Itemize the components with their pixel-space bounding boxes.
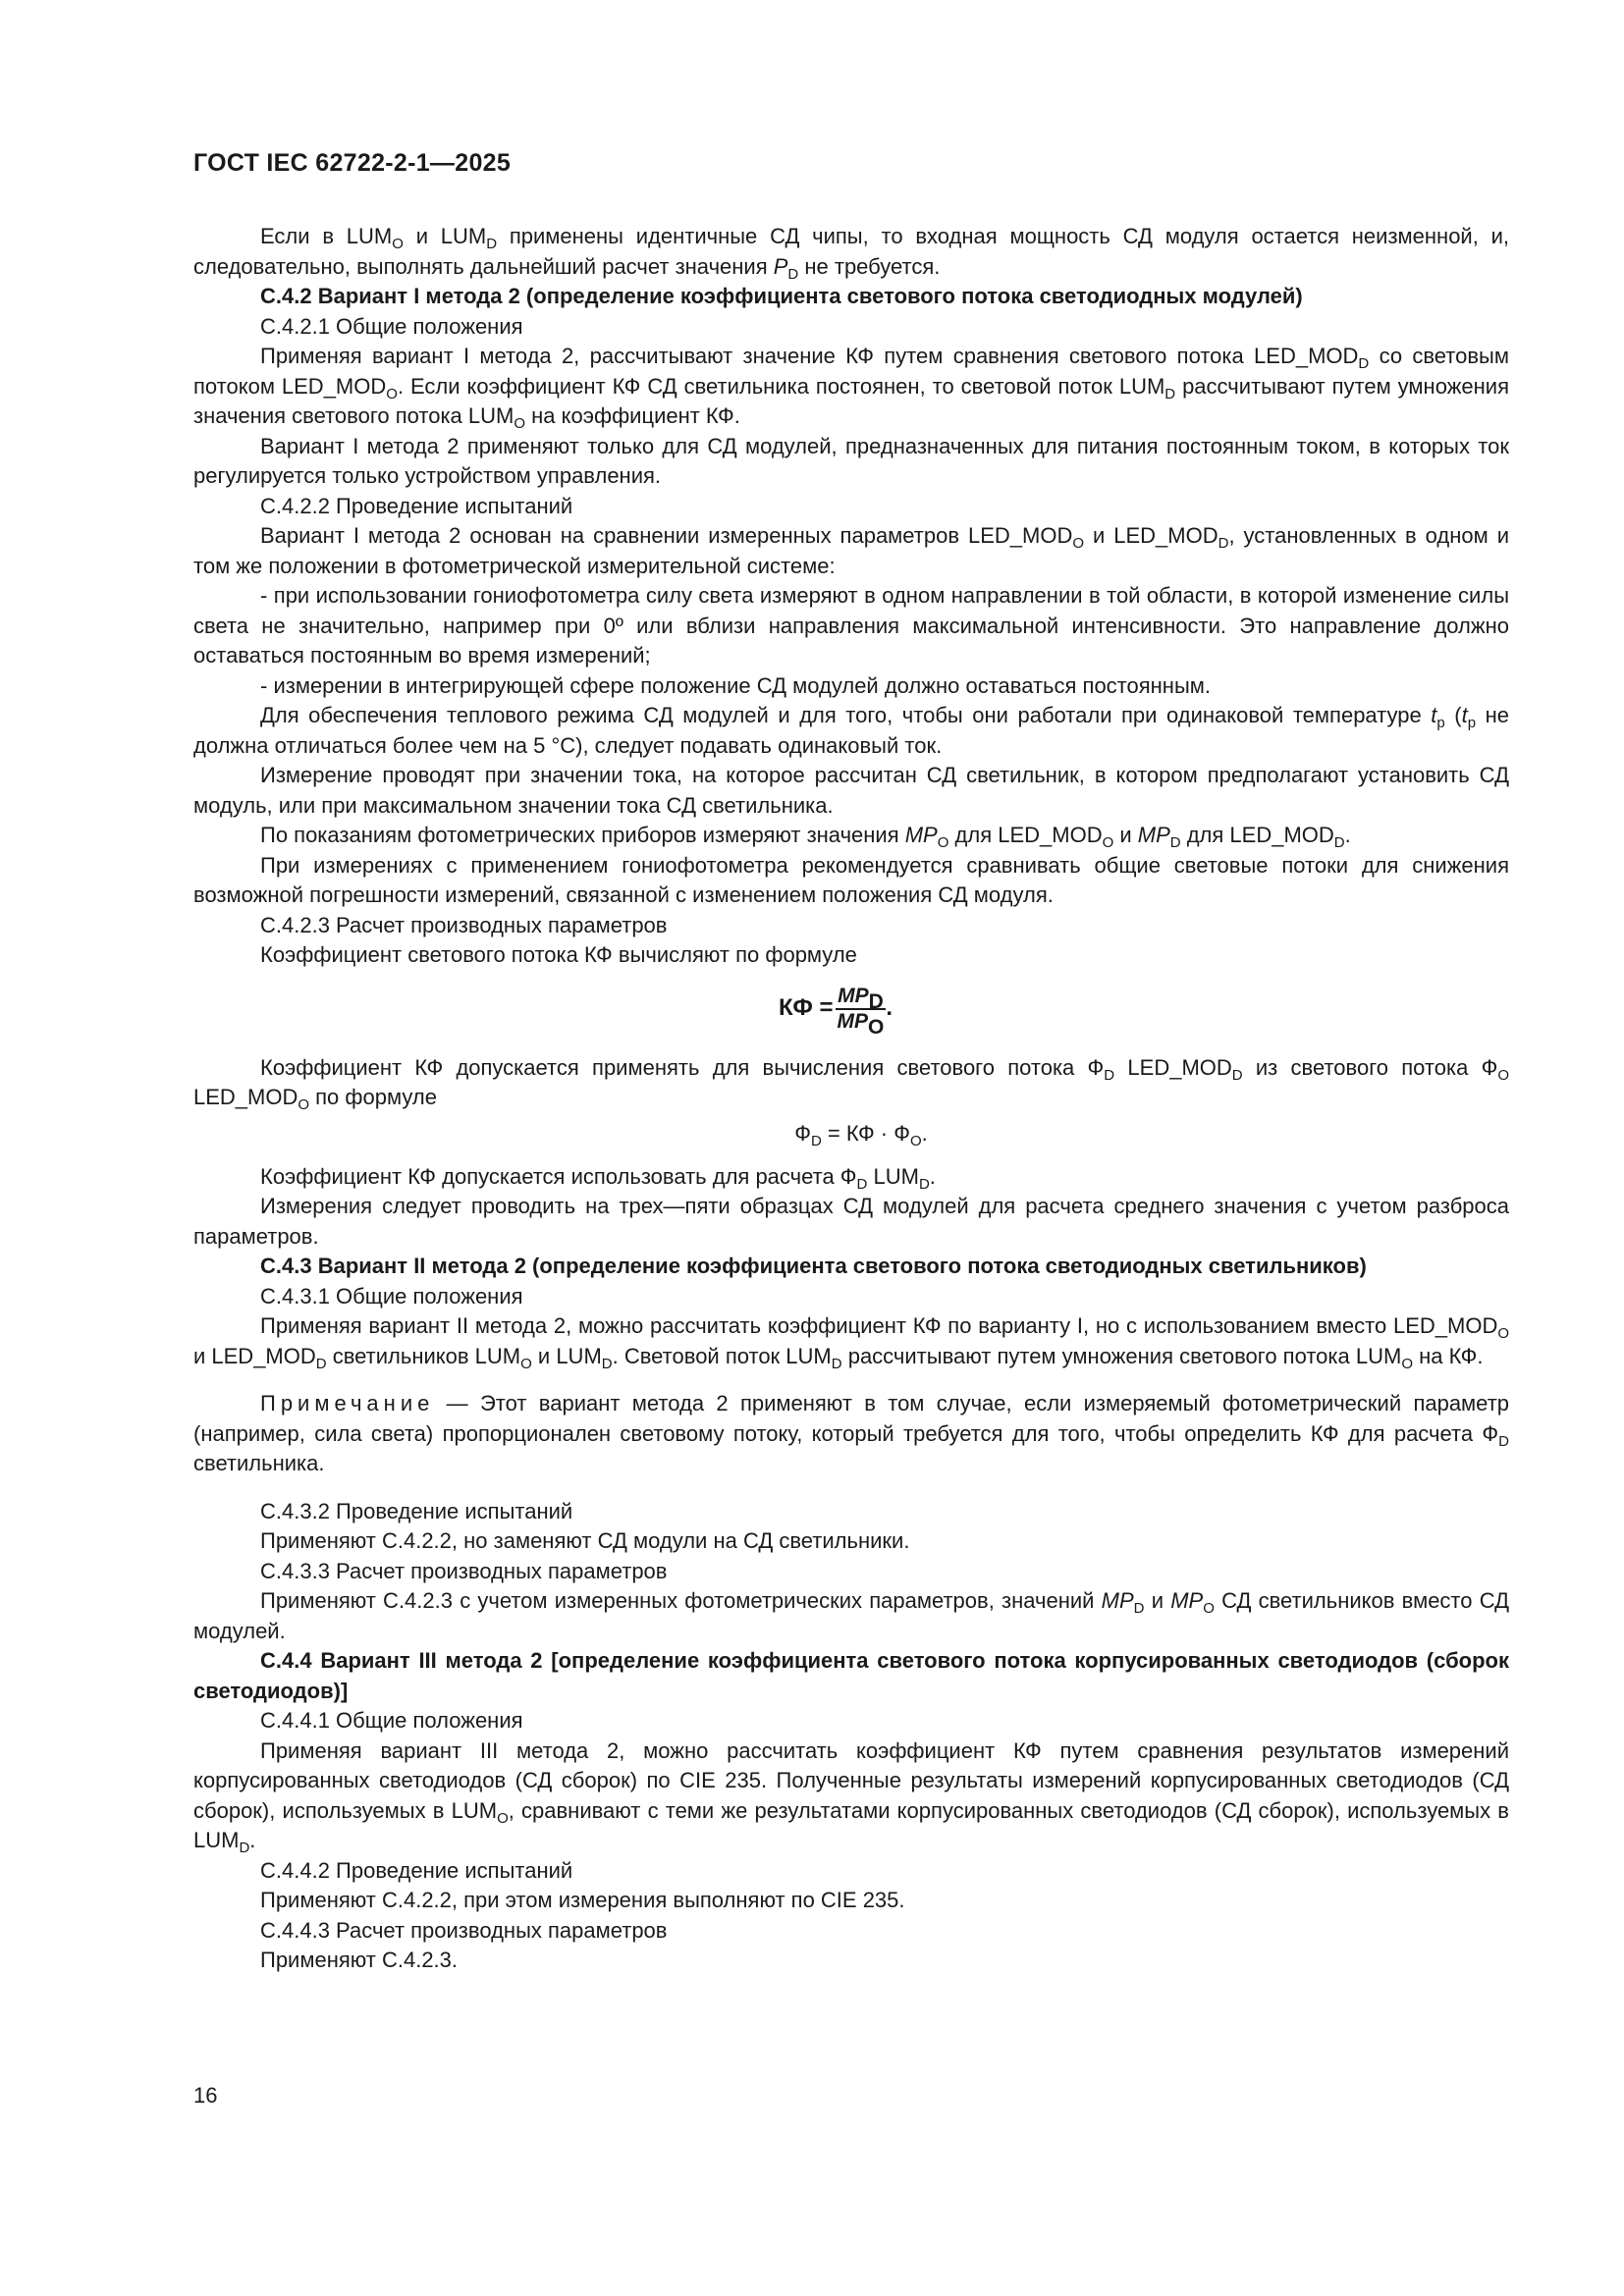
paragraph-current-value: Измерение проводят при значении тока, на которое рассчитан СД светильник, в котором предполагают установить СД модуль, или при максимальном значении тока СД светильника. xyxy=(193,763,1509,818)
paragraph-c432: Применяют С.4.2.2, но заменяют СД модули на СД светильники. xyxy=(260,1528,910,1553)
formula-phi: $Ф_D$ = КФ · $Ф_O$. xyxy=(794,1120,928,1149)
paragraph-c443: Применяют С.4.2.3. xyxy=(260,1948,459,1972)
paragraph-kf-formula-intro: Коэффициент светового потока КФ вычисляют по формуле xyxy=(260,942,857,967)
paragraph-c442: Применяют С.4.2.2, при этом измерения выполняют по CIE 235. xyxy=(260,1888,905,1912)
paragraph-comparison-basis: Вариант I метода 2 основан на сравнении измеренных параметров $LED\_MOD_O$ и $LED\_MOD_D$, установленных в одном и том же положении в фотометрической измерительной системе: xyxy=(193,523,1510,578)
formula-kf-end: . xyxy=(886,994,893,1022)
document-header: ГОСТ IEC 62722-2-1—2025 xyxy=(193,149,512,177)
heading-c423: С.4.2.3 Расчет производных параметров xyxy=(260,912,668,937)
paragraph-measure-values: По показаниям фотометрических приборов измеряют значения $MP_O$ для $LED\_MOD_O$ и $MP_D$ для $LED\_MOD_D$. xyxy=(260,823,1351,851)
paragraph-sample-count: Измерения следует проводить на трех—пяти образцах СД модулей для расчета среднего значения с учетом разброса параметров. xyxy=(193,1194,1509,1249)
heading-c443: С.4.4.3 Расчет производных параметров xyxy=(260,1917,668,1943)
paragraph-variant3-description: Применяя вариант III метода 2, можно рассчитать коэффициент КФ путем сравнения результатов измерений корпусированных светодиодов (СД сборок) по CIE 235. Полученные результаты измерений корпусированных светодиодов (СД сборок), используемых в $LUM_O$, сравнивают с теми же результатами корпусированных светодиодов (СД сборок), используемых в $LUM_D$. xyxy=(193,1737,1509,1856)
note-variant2: Примечание — Этот вариант метода 2 применяют в том случае, если измеряемый фотометрический параметр (например, сила света) пропорционален световому потоку, который требуется для того, чтобы определить КФ для расчета $Ф_D$ светильника. xyxy=(193,1391,1509,1475)
page-number: 16 xyxy=(193,2083,218,2108)
heading-c44: С.4.4 Вариант III метода 2 [определение коэффициента светового потока корпусированных светодиодов (сборок светодиодов)] xyxy=(193,1648,1509,1703)
paragraph-variant2-description: Применяя вариант II метода 2, можно рассчитать коэффициент КФ по варианту I, но с использованием вместо $LED\_MOD_O$ и $LED\_MOD_D$ светильников $LUM_O$ и $LUM_D$. Световой поток $LUM_D$ рассчитывают путем умножения светового потока $LUM_O$ на КФ. xyxy=(193,1313,1509,1372)
paragraph-goniophotometer-recommendation: При измерениях с применением гониофотометра рекомендуется сравнивать общие световые потоки для снижения возможной погрешности измерений, связанной с изменением положения СД модуля. xyxy=(193,852,1509,907)
heading-c433: С.4.3.3 Расчет производных параметров xyxy=(260,1558,668,1583)
heading-c431: С.4.3.1 Общие положения xyxy=(260,1283,523,1308)
paragraph-kf-lum: Коэффициент КФ допускается использовать для расчета $Ф_D$ $LUM_D$. xyxy=(260,1163,936,1193)
heading-c441: С.4.4.1 Общие положения xyxy=(260,1708,523,1733)
heading-c442: С.4.4.2 Проведение испытаний xyxy=(260,1857,573,1883)
list-item-goniophotometer: - при использовании гониофотометра силу света измеряют в одном направлении в той области, в которой изменение силы света не значительно, например при 0º или вблизи направления максимальной интенсивности. Это направление должно оставаться постоянным во время измерений; xyxy=(193,583,1509,667)
paragraph-thermal-mode: Для обеспечения теплового режима СД модулей и для того, чтобы они работали при одинаковой температуре $t_p$ ($t_p$ не должна отличаться более чем на 5 °С), следует подавать одинаковый ток. xyxy=(193,703,1509,758)
document-body xyxy=(193,222,1509,1976)
paragraph-variant1-scope: Вариант I метода 2 применяют только для СД модулей, предназначенных для питания постоянным током, в которых ток регулируется только устройством управления. xyxy=(193,433,1509,488)
paragraph-c433: Применяют С.4.2.3 с учетом измеренных фотометрических параметров, значений $MP_D$ и $MP_O$ СД светильников вместо СД модулей. xyxy=(193,1588,1510,1643)
paragraph-identical-chips: Если в $LUM_O$ и $LUM_D$ применены идентичные СД чипы, то входная мощность СД модуля остается неизменной, и, следовательно, выполнять дальнейший расчет значения $P_D$ не требуется. xyxy=(193,224,1510,283)
paragraph-variant1-description: Применяя вариант I метода 2, рассчитывают значение КФ путем сравнения светового потока $LED\_MOD_D$ со световым потоком $LED\_MOD_O$. Если коэффициент КФ СД светильника постоянен, то световой поток $LUM_D$ рассчитывают путем умножения значения светового потока $LUM_O$ на коэффициент КФ. xyxy=(193,344,1509,432)
formula-kf xyxy=(193,971,1509,1053)
heading-c421: С.4.2.1 Общие положения xyxy=(260,313,523,339)
heading-c432: С.4.3.2 Проведение испытаний xyxy=(260,1498,573,1523)
heading-c422: С.4.2.2 Проведение испытаний xyxy=(260,493,573,518)
heading-c43: С.4.3 Вариант II метода 2 (определение коэффициента светового потока светодиодных светильников) xyxy=(260,1254,1367,1278)
list-item-integrating-sphere: - измерении в интегрирующей сфере положение СД модулей должно оставаться постоянным. xyxy=(260,672,1211,698)
formula-kf-lhs: КФ = xyxy=(779,994,834,1022)
paragraph-kf-application: Коэффициент КФ допускается применять для вычисления светового потока $Ф_D$ $LED\_MOD_D$ из светового потока $Ф_O$ $LED\_MOD_O$ по формуле xyxy=(193,1054,1509,1113)
heading-c42: С.4.2 Вариант I метода 2 (определение коэффициента светового потока светодиодных модулей) xyxy=(260,284,1303,308)
formula-kf-fraction: $\frac{\text{MPD}}{\text{MPO}}$ xyxy=(837,984,885,1039)
